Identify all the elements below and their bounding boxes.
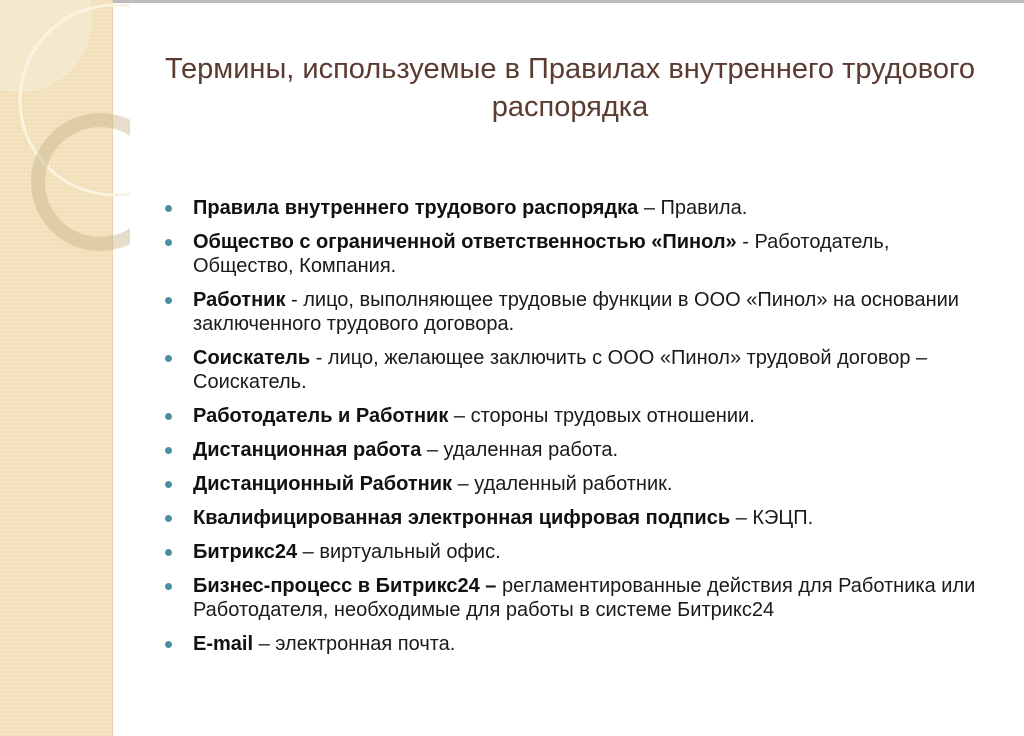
term-name: Соискатель (193, 347, 311, 369)
term-definition: - лицо, выполняющее трудовые функции в ООО «Пинол» на основании заключенного трудового договора. (193, 289, 959, 335)
term-item (160, 632, 980, 656)
term-definition: - Работодатель, Общество, Компания. (193, 231, 890, 277)
term-name: Бизнес-процесс в Битрикс24 – (193, 575, 497, 597)
term-definition: – электронная почта. (253, 633, 456, 655)
decorative-circles (0, 0, 130, 260)
term-definition: – виртуальный офис. (297, 541, 501, 563)
term-name: Дистанционный Работник (193, 473, 453, 495)
term-name: Правила внутреннего трудового распорядка (193, 197, 639, 219)
bullet-icon (165, 355, 172, 362)
term-name: Общество с ограниченной ответственностью «Пинол» (193, 231, 737, 253)
bullet-icon (165, 641, 172, 648)
term-item (160, 472, 980, 496)
term-definition: регламентированные действия для Работника или Работодателя, необходимые для работы в системе Битрикс24 (193, 575, 976, 621)
term-name: Битрикс24 (193, 541, 298, 563)
term-item (160, 404, 980, 428)
term-definition: – удаленная работа. (421, 439, 619, 461)
bullet-icon (165, 239, 172, 246)
top-border (0, 0, 1024, 3)
term-definition: – удаленный работник. (452, 473, 673, 495)
term-name: Квалифицированная электронная цифровая подпись (193, 507, 731, 529)
bullet-icon (165, 549, 172, 556)
bullet-icon (165, 583, 172, 590)
bullet-icon (165, 515, 172, 522)
term-definition: – стороны трудовых отношении. (448, 405, 755, 427)
term-name: Дистанционная работа (193, 439, 422, 461)
term-item (160, 574, 980, 622)
term-name: Работник (193, 289, 286, 311)
term-item (160, 196, 980, 220)
term-item (160, 288, 980, 336)
term-definition: – КЭЦП. (730, 507, 814, 529)
term-definition: – Правила. (638, 197, 748, 219)
term-name: E-mail (193, 633, 254, 655)
term-item (160, 438, 980, 462)
bullet-icon (165, 205, 172, 212)
term-item (160, 230, 980, 278)
term-item (160, 346, 980, 394)
term-item (160, 540, 980, 564)
bullet-icon (165, 481, 172, 488)
term-item (160, 506, 980, 530)
bullet-icon (165, 413, 172, 420)
slide-title: Термины, используемые в Правилах внутреннего трудового распорядка (164, 53, 976, 123)
bullet-icon (165, 297, 172, 304)
term-definition: - лицо, желающее заключить с ООО «Пинол» трудовой договор – Соискатель. (193, 347, 928, 393)
terms-list (160, 196, 980, 666)
bullet-icon (165, 447, 172, 454)
term-name: Работодатель и Работник (193, 405, 449, 427)
